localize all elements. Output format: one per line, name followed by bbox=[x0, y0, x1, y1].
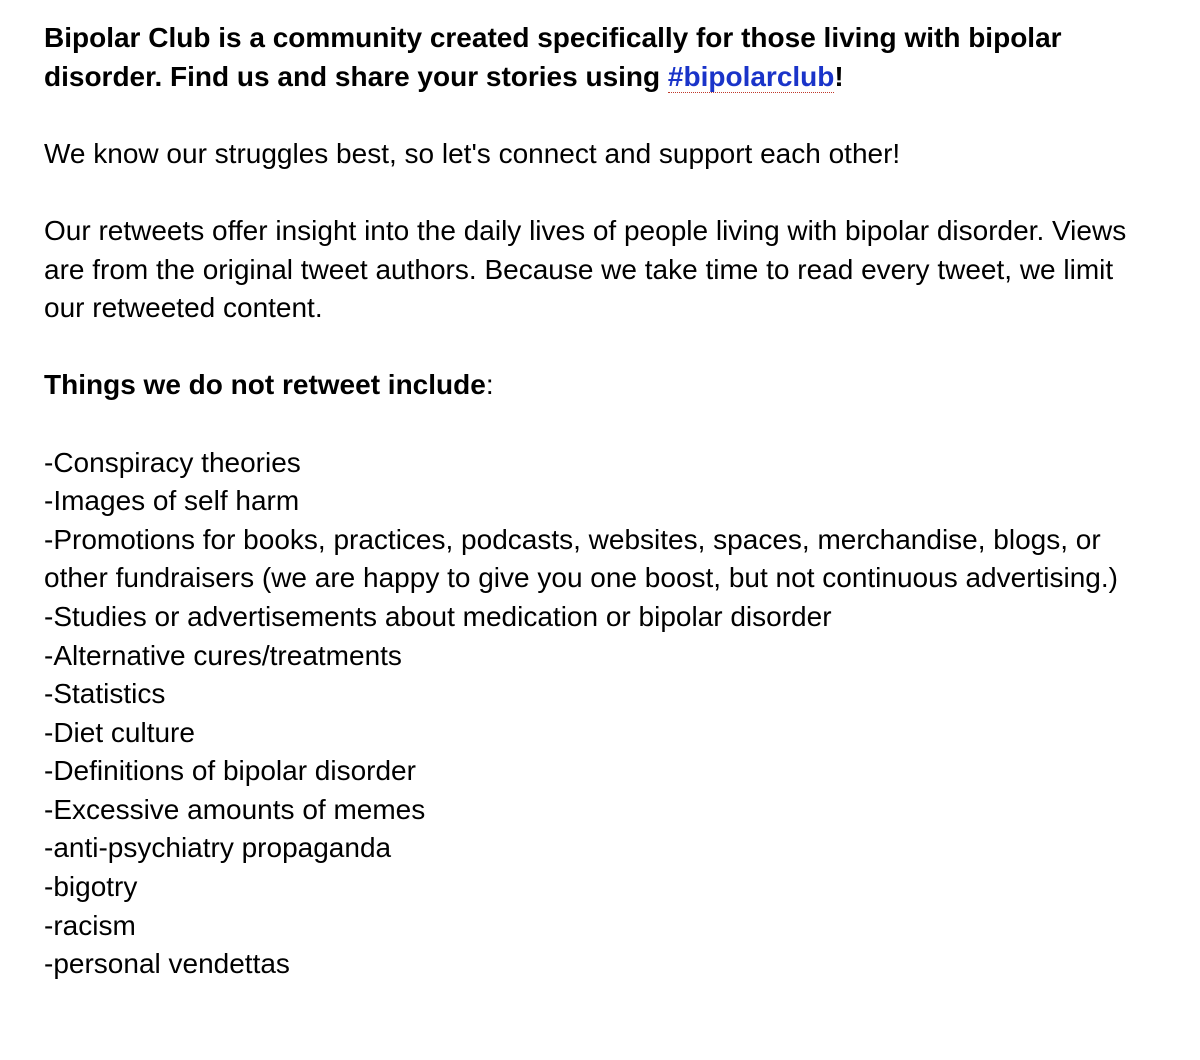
list-item: -personal vendettas bbox=[44, 948, 290, 980]
intro-text: Bipolar Club is a community created specifically for those living with bipolar disorder. Find us and share your stories using bbox=[44, 22, 1062, 92]
paragraph-spacer bbox=[44, 173, 1156, 212]
list-item: -Conspiracy theories bbox=[44, 446, 301, 478]
list-item: -Studies or advertisements about medication or bipolar disorder bbox=[44, 600, 832, 632]
paragraph-spacer bbox=[44, 96, 1156, 135]
list-item: -Images of self harm bbox=[44, 485, 300, 517]
bipolarclub-hashtag-link[interactable]: #bipolarclub bbox=[667, 60, 835, 92]
list-item: -Promotions for books, practices, podcasts, websites, spaces, merchandise, blogs, or other fundraisers (we are happy to give you one boost, but not continuous advertising.) bbox=[44, 523, 1118, 594]
connect-paragraph: We know our struggles best, so let's connect and support each other! bbox=[44, 137, 901, 169]
paragraph-spacer bbox=[44, 328, 1156, 367]
exclusions-heading-colon: : bbox=[485, 369, 494, 401]
intro-paragraph bbox=[44, 19, 1156, 96]
exclusions-heading-text: Things we do not retweet include bbox=[44, 369, 486, 401]
list-item: -bigotry bbox=[44, 871, 138, 903]
retweets-paragraph: Our retweets offer insight into the daily lives of people living with bipolar disorder. Views are from the original tweet authors. Because we take time to read every tweet, we limit our retweeted content. bbox=[44, 214, 1127, 324]
paragraph-spacer bbox=[44, 405, 1156, 444]
list-item: -anti-psychiatry propaganda bbox=[44, 832, 392, 864]
exclusions-heading bbox=[44, 366, 1156, 405]
list-item: -Alternative cures/treatments bbox=[44, 639, 402, 671]
list-item: -racism bbox=[44, 909, 136, 941]
list-item: -Excessive amounts of memes bbox=[44, 793, 426, 825]
exclusions-list bbox=[44, 444, 1156, 984]
intro-exclamation: ! bbox=[834, 60, 844, 92]
list-item: -Definitions of bipolar disorder bbox=[44, 755, 416, 787]
list-item: -Statistics bbox=[44, 678, 166, 710]
list-item: -Diet culture bbox=[44, 716, 195, 748]
